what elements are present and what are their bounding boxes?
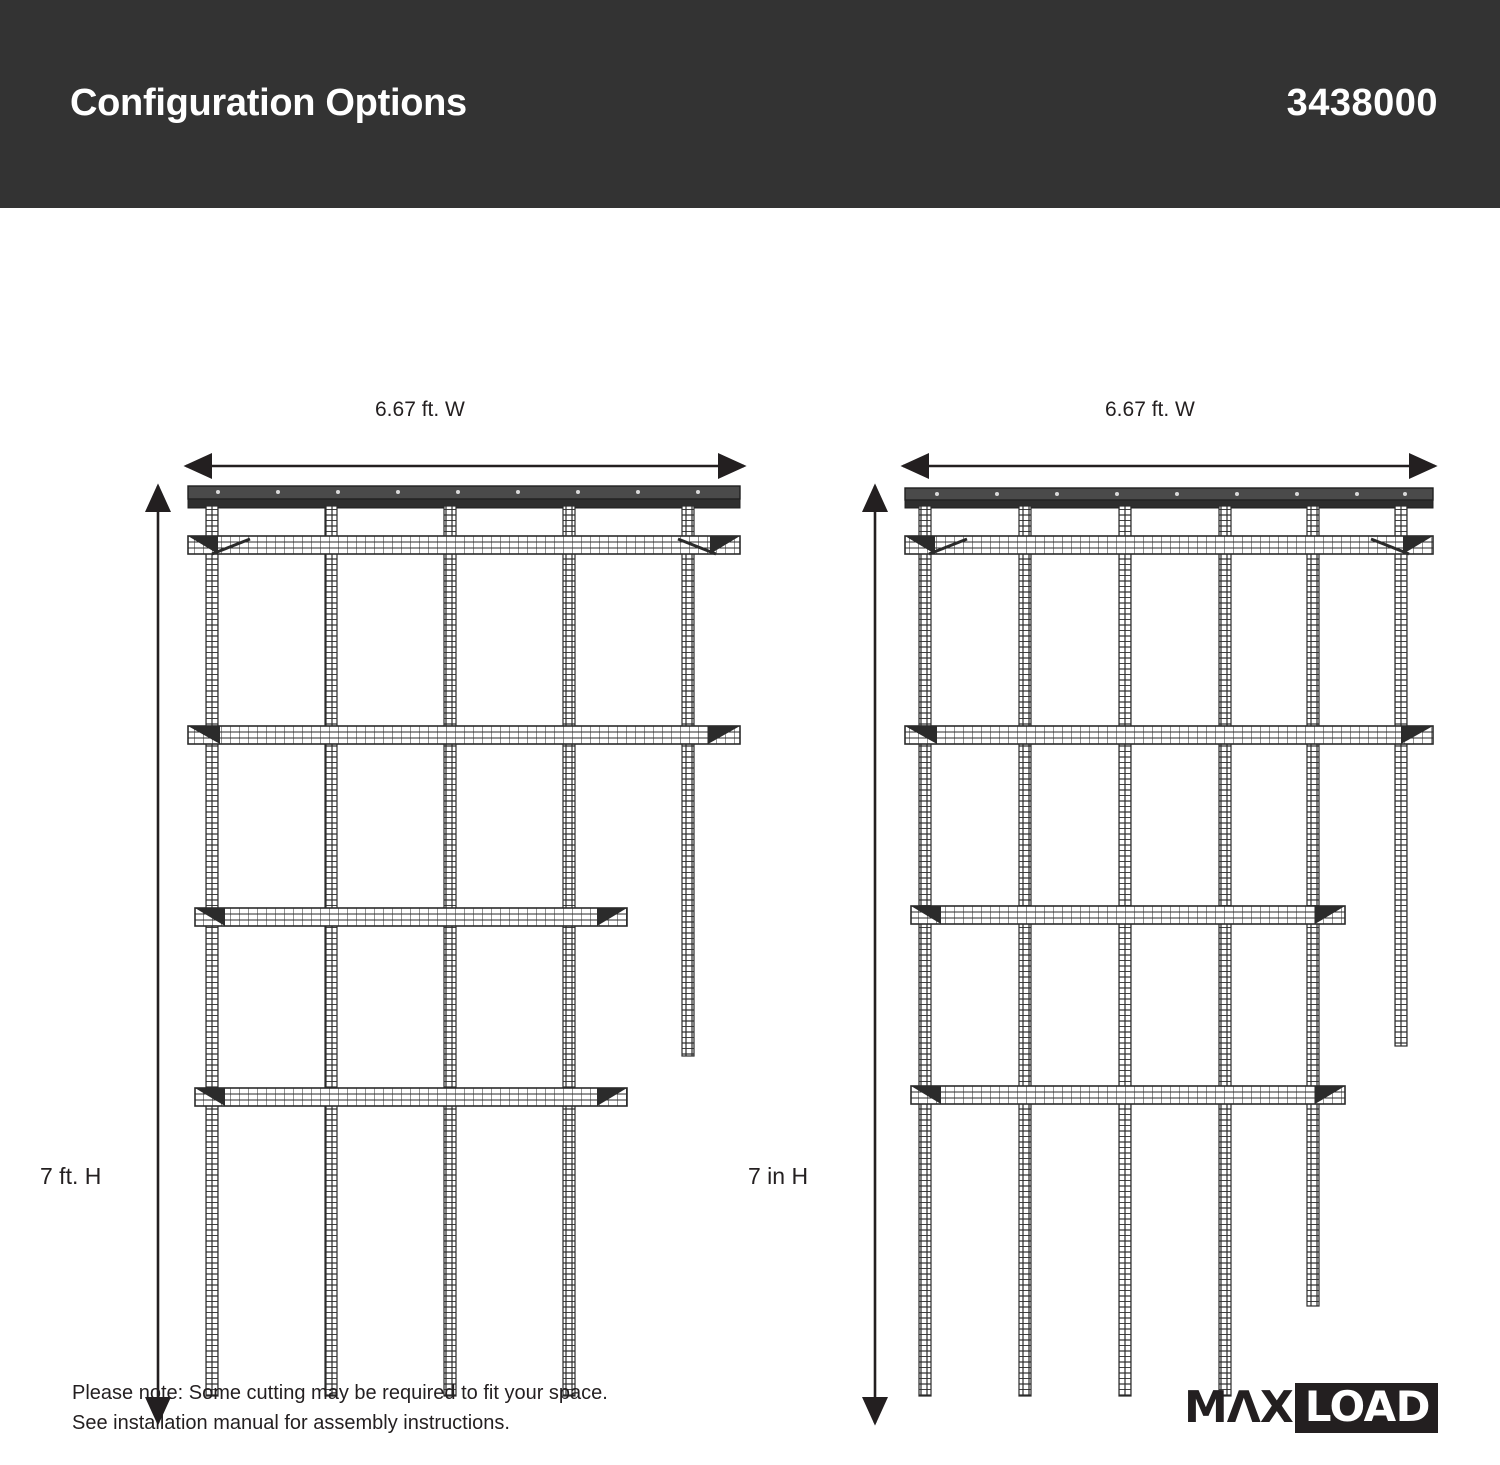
right-shelf-4	[911, 1086, 1345, 1104]
left-shelf-4	[195, 1088, 627, 1106]
footer-note-line-1: Please note: Some cutting may be required to fit your space.	[72, 1382, 608, 1404]
page-header	[0, 0, 1500, 208]
logo-load-text: LOAD	[1295, 1383, 1438, 1433]
right-shelf-3	[911, 906, 1345, 924]
product-sku: 3438000	[1286, 82, 1438, 124]
right-configuration-diagram	[855, 438, 1455, 1458]
footer-note-line-2: See installation manual for assembly instructions.	[72, 1412, 510, 1434]
footer-note	[72, 1378, 608, 1438]
right-height-label: 7 in H	[748, 1163, 809, 1189]
configuration-canvas	[0, 208, 1500, 1465]
left-shelf-3	[195, 908, 627, 926]
left-shelf-2	[188, 726, 740, 744]
maxload-logo	[1184, 1382, 1438, 1434]
logo-max-text: MΛX	[1184, 1382, 1293, 1433]
page-title: Configuration Options	[70, 82, 467, 124]
right-shelf-1	[905, 536, 1433, 554]
left-width-label: 6.67 ft. W	[375, 398, 465, 421]
left-height-label: 7 ft. H	[40, 1163, 102, 1189]
right-shelf-2	[905, 726, 1433, 744]
left-configuration-diagram	[140, 438, 780, 1458]
right-width-label: 6.67 ft. W	[1105, 398, 1195, 421]
left-shelf-1	[188, 536, 740, 554]
